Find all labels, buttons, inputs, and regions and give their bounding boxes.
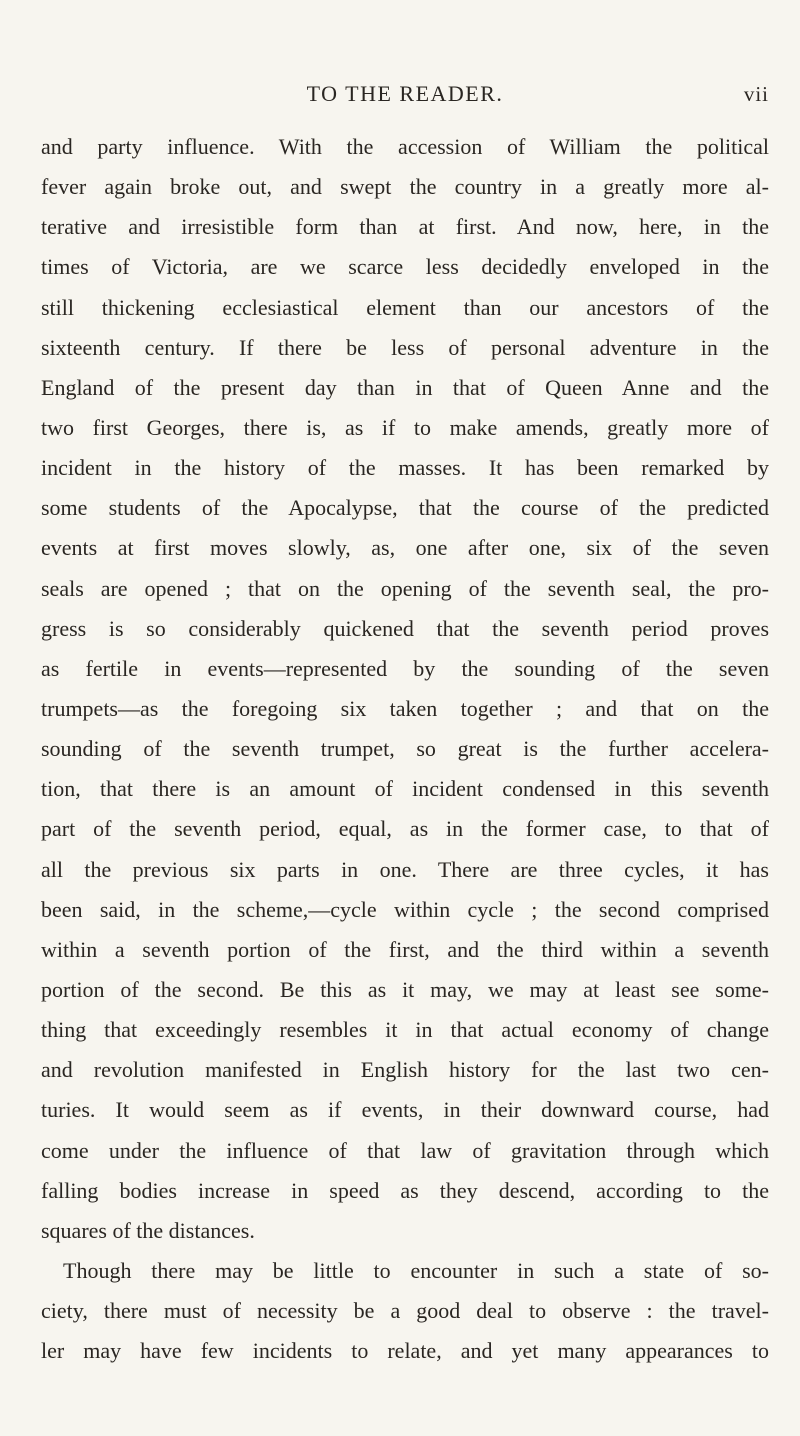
text-line: thing that exceedingly resembles it in that actual economy of change xyxy=(41,1017,769,1043)
text-line: seals are opened ; that on the opening of the seventh seal, the pro- xyxy=(41,575,769,601)
text-line: terative and irresistible form than at first. And now, here, in the xyxy=(41,214,769,240)
text-line: portion of the second. Be this as it may, we may at least see some- xyxy=(41,976,769,1002)
text-line: squares of the distances. xyxy=(41,1217,255,1243)
text-line: come under the influence of that law of gravitation through which xyxy=(41,1137,769,1163)
text-line: two first Georges, there is, as if to make amends, greatly more of xyxy=(41,414,769,440)
body-text xyxy=(41,127,769,1371)
text-line: events at first moves slowly, as, one after one, six of the seven xyxy=(41,535,769,561)
text-line: part of the seventh period, equal, as in the former case, to that of xyxy=(41,816,769,842)
text-line: as fertile in events—represented by the sounding of the seven xyxy=(41,655,769,681)
text-line: some students of the Apocalypse, that the course of the predicted xyxy=(41,495,769,521)
text-line: fever again broke out, and swept the country in a greatly more al- xyxy=(41,174,769,200)
text-line: sixteenth century. If there be less of personal adventure in the xyxy=(41,334,769,360)
text-line: sounding of the seventh trumpet, so great is the further accelera- xyxy=(41,736,769,762)
text-line: Though there may be little to encounter in such a state of so- xyxy=(63,1257,769,1283)
text-line: within a seventh portion of the first, and the third within a seventh xyxy=(41,936,769,962)
text-line: still thickening ecclesiastical element than our ancestors of the xyxy=(41,294,769,320)
text-line: and party influence. With the accession of William the political xyxy=(41,134,769,159)
text-line: been said, in the scheme,—cycle within cycle ; the second comprised xyxy=(41,896,769,922)
page-number: vii xyxy=(743,82,769,106)
text-line: times of Victoria, are we scarce less decidedly enveloped in the xyxy=(41,254,769,280)
text-line: incident in the history of the masses. It has been remarked by xyxy=(41,455,769,481)
text-line: England of the present day than in that of Queen Anne and the xyxy=(41,374,769,400)
text-line: ciety, there must of necessity be a good deal to observe : the travel- xyxy=(41,1298,769,1324)
text-line: falling bodies increase in speed as they descend, according to the xyxy=(41,1177,769,1203)
running-title: TO THE READER. xyxy=(306,81,504,106)
text-line: tion, that there is an amount of incident condensed in this seventh xyxy=(41,776,769,802)
text-line: gress is so considerably quickened that the seventh period proves xyxy=(41,615,769,641)
text-line: ler may have few incidents to relate, and yet many appearances to xyxy=(41,1338,769,1364)
text-line: trumpets—as the foregoing six taken together ; and that on the xyxy=(41,695,769,721)
text-line: all the previous six parts in one. There are three cycles, it has xyxy=(41,856,769,882)
text-line: and revolution manifested in English history for the last two cen- xyxy=(41,1057,769,1083)
running-head xyxy=(41,78,769,110)
text-line: turies. It would seem as if events, in their downward course, had xyxy=(41,1097,769,1123)
